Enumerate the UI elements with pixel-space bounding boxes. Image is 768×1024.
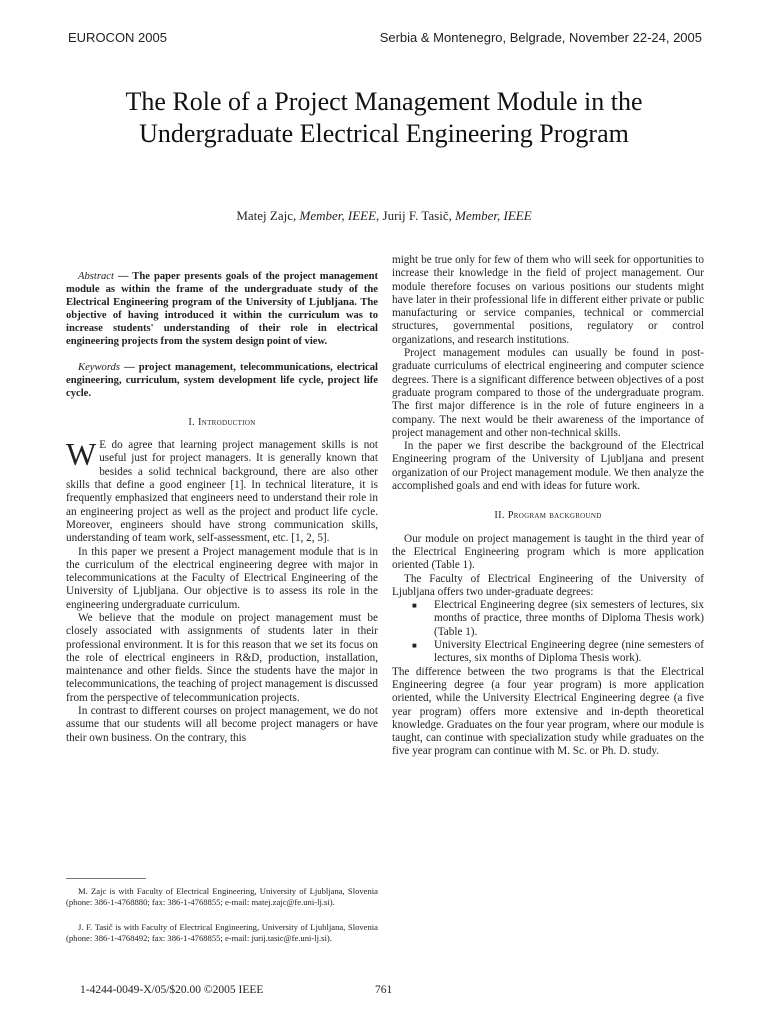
intro-paragraph-1 — [66, 436, 378, 545]
abstract-text: — The paper presents goals of the project management module as within the frame of the undergraduate study of the Electrical Engineering program of the University of Ljubljana. The objective of having introduced it within the curriculum was to increase students' understanding of their role in electrical engineering projects from the system design point of view. — [66, 271, 378, 348]
intro-paragraph-3: We believe that the module on project management must be closely associated with assignments of students later in their professional environment. It is for this reason that we set its focus on the role of electrical engineers in R&D, production, installation, maintenance and other fields. Since the students have the major in telecommunications, the teaching of project management is discussed from the perspective of telecommunication projects. — [66, 612, 378, 704]
degree-list — [392, 599, 704, 665]
intro-paragraph-4: In contrast to different courses on project management, we do not assume that our students will all become project managers or have their own business. On the contrary, this — [66, 705, 378, 744]
footnote-1 — [66, 886, 378, 908]
footnote-divider — [66, 878, 146, 879]
keywords — [66, 361, 378, 400]
conference-location-date: Serbia & Montenegro, Belgrade, November 22-24, 2005 — [379, 30, 702, 45]
author-2-role: Member, IEEE — [455, 208, 532, 223]
left-column — [66, 270, 378, 745]
running-header — [68, 30, 702, 45]
right-column — [392, 254, 704, 759]
intro-paragraph-6: Project management modules can usually be found in post-graduate curriculums of electrical engineering and computer science degrees. There is a significant difference between objectives of a post graduate program compared to those of the undergraduate program. The first major difference is in the role of future engineers in a company. The next would be their awareness of the importance of project management and other non-technical skills. — [392, 347, 704, 439]
section-heading-introduction: I. Introduction — [188, 416, 256, 428]
page-number: 761 — [375, 984, 393, 996]
abstract — [66, 270, 378, 349]
footnote-2 — [66, 922, 378, 944]
footnote-1-text: M. Zajc is with Faculty of Electrical Engineering, University of Ljubljana, Slovenia (phone: 386-1-4768880; fax: 386-1-4768855; e-mail: matej.zajc@fe.uni-lj.si). — [66, 886, 378, 907]
background-paragraph-3: The difference between the two programs is that the Electrical Engineering degree (a four year program) is more application oriented, while the University Electrical Engineering degree (a five year program) offers more extensive and in-depth theoretical knowledge. Graduates on the four year program, where our module is taught, can continue with specialization study while graduates on the five year program can continue with M. Sc. or Ph. D. study. — [392, 665, 704, 758]
conference-name: EUROCON 2005 — [68, 30, 167, 45]
background-paragraph-2: The Faculty of Electrical Engineering of the University of Ljubljana offers two under-graduate degrees: — [392, 572, 704, 598]
author-separator: , — [376, 208, 383, 223]
intro-paragraph-7: In the paper we first describe the background of the Electrical Engineering program of the University of Ljubljana and present organization of our Project management module. We then analyze the accomplished goals and end with ideas for future work. — [392, 440, 704, 493]
abstract-label: Abstract — [78, 271, 114, 282]
list-item — [392, 599, 704, 639]
intro-paragraph-1-text: E do agree that learning project management skills is not useful just for project managers. It is generally known that besides a solid technical background, there are also other skills that define a good engineer [1]. In technical literature, it is frequently emphasized that engineers need to understand their role in an engineering project as well as the project and product life cycle. Moreover, engineers should have strong communication skills, understanding of team work, self-assessment, etc. [1, 2, 5]. — [66, 439, 378, 545]
author-line — [60, 208, 708, 224]
list-item-text: University Electrical Engineering degree (nine semesters of lectures, six months of Diploma Thesis work). — [434, 639, 704, 665]
intro-paragraph-5: might be true only for few of them who will seek for opportunities to increase their knowledge in the field of project management. Our module therefore focuses on various positions our students might have later in their professional life in different either private or public manufacturing or service companies, technical or commercial structures, governmental positions, regulatory or control organizations, and research institutions. — [392, 254, 704, 346]
bullet-icon: ■ — [412, 641, 417, 651]
footnote-2-text: J. F. Tasič is with Faculty of Electrical Engineering, University of Ljubljana, Slovenia (phone: 386-1-4768492; fax: 386-1-4768855; e-mail: jurij.tasic@fe.uni-lj.si). — [66, 922, 378, 943]
paper-title: The Role of a Project Management Module in the Undergraduate Electrical Engineering Program — [125, 87, 643, 148]
bullet-icon: ■ — [412, 601, 417, 611]
author-2-name: Jurij F. Tasič, — [382, 208, 452, 223]
author-1-name: Matej Zajc, — [236, 208, 297, 223]
list-item-text: Electrical Engineering degree (six semesters of lectures, six months of practice, three months of Diploma Thesis work) (Table 1). — [434, 599, 704, 638]
section-heading-program-background: II. Program background — [494, 510, 602, 522]
author-1-role: Member, IEEE — [299, 208, 377, 223]
keywords-text: — project management, telecommunications, electrical engineering, curriculum, system development life cycle, project life cycle. — [66, 361, 378, 399]
intro-paragraph-2: In this paper we present a Project management module that is in the curriculum of the electrical engineering degree with major in telecommunications at the Faculty of Electrical Engineering of the University of Ljubljana. Our objective is to assess its role in the engineering undergraduate curriculum. — [66, 545, 378, 611]
background-paragraph-1: Our module on project management is taught in the third year of the Electrical Engineering program which is more application oriented (Table 1). — [392, 532, 704, 572]
isbn-copyright: 1-4244-0049-X/05/$20.00 ©2005 IEEE — [80, 984, 264, 996]
keywords-label: Keywords — [78, 361, 120, 373]
drop-cap: W — [66, 436, 97, 473]
list-item — [392, 639, 704, 666]
